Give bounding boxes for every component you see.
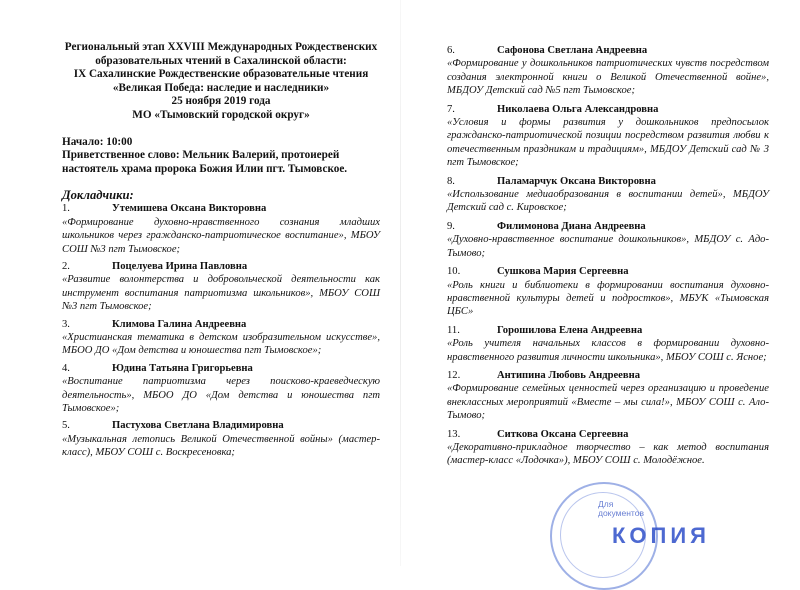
- speaker-topic: «Христианская тематика в детском изобразительном искусстве», МБОО ДО «Дом детства и юношества пгт Тымовское»;: [62, 332, 380, 357]
- speaker-name: Николаева Ольга Александровна: [497, 103, 659, 115]
- speaker-name: Сафонова Светлана Андреевна: [497, 45, 648, 56]
- speaker-name: Паламарчук Оксана Викторовна: [497, 175, 656, 187]
- speaker-topic: «Роль учителя начальных классов в формировании духовно-нравственного развития личности школьника», МБОУ СОШ с. Ясное;: [447, 338, 769, 363]
- speaker-name: Филимонова Диана Андреевна: [497, 220, 646, 232]
- speaker-item: [62, 362, 380, 416]
- speaker-topic: «Декоративно-прикладное творчество – как метод воспитания (мастер-класс «Лодочка»), МБОУ СОШ с. Молодёжное.: [447, 441, 769, 467]
- speaker-topic: «Развитие волонтерства и добровольческой деятельности как инструмент воспитания патриотизма школьников», МБОУ СОШ №3 пгт Тымовское;: [62, 274, 380, 313]
- speaker-topic: «Формирование у дошкольников патриотических чувств посредством создания электронной книги о Великой Отечественной войне», МБДОУ Детский сад №5 пгт Тымовское;: [447, 58, 769, 97]
- speaker-number: 9.: [447, 220, 455, 232]
- speaker-name: Антипина Любовь Андреевна: [497, 369, 640, 381]
- speaker-name: Утемишева Оксана Викторовна: [112, 203, 267, 215]
- speaker-name: Горошилова Елена Андреевна: [497, 324, 643, 336]
- speaker-number: 3.: [62, 318, 70, 330]
- stamp-caption-line: Для: [598, 499, 614, 509]
- speaker-item: [447, 220, 769, 260]
- right-column: [447, 44, 769, 468]
- speaker-topic: «Формирование семейных ценностей через организацию и проведение внеклассных мероприятий «Вместе – мы сила!», МБОУ СОШ с. Ало-Тымово;: [447, 383, 769, 422]
- page-fold: [400, 0, 401, 566]
- stamp-caption: [598, 500, 644, 518]
- speaker-topic: «Использование медиаобразования в воспитании детей», МБДОУ Детский сад с. Кировское;: [447, 189, 769, 214]
- speaker-item: [447, 324, 769, 364]
- speaker-number: 5.: [62, 420, 70, 432]
- speaker-number: 13.: [447, 428, 461, 440]
- speaker-item: [447, 44, 769, 98]
- speaker-name: Юдина Татьяна Григорьевна: [112, 362, 253, 374]
- copy-stamp: [534, 480, 764, 570]
- speaker-number: 4.: [62, 362, 70, 374]
- speaker-item: [447, 175, 769, 215]
- speaker-number: 7.: [447, 103, 455, 115]
- speaker-name: Пастухова Светлана Владимировна: [112, 420, 284, 432]
- speaker-item: [447, 103, 769, 170]
- header-line: Региональный этап XXVIII Международных Рождественских: [64, 41, 378, 53]
- speaker-topic: «Формирование духовно-нравственного сознания младших школьников через гражданско-патриотическое воспитание», МБОУ СОШ №3 пгт Тымовское;: [62, 216, 380, 255]
- greeting-line: Приветственное слово: Мельник Валерий, протоиерей: [62, 149, 340, 162]
- speaker-topic: «Роль книги и библиотеки в формировании воспитания духовно-нравственной культуры детей и подростков», МБУК «Тымовская ЦБС»: [447, 279, 769, 318]
- speaker-number: 10.: [447, 266, 461, 278]
- speaker-topic: «Условия и формы развития у дошкольников предпосылок гражданско-патриотической позиции посредством развития любви к отечественным праздникам и традициям», МБДОУ Детский сад № 3 пгт Тымовское;: [447, 117, 769, 169]
- speaker-item: [62, 318, 380, 358]
- speaker-number: 11.: [447, 324, 460, 336]
- speakers-heading: Докладчики:: [62, 188, 134, 203]
- speaker-number: 1.: [62, 203, 70, 215]
- speaker-number: 8.: [447, 175, 455, 187]
- stamp-word: КОПИЯ: [612, 523, 710, 548]
- header-line: МО «Тымовский городской округ»: [132, 108, 310, 121]
- speaker-topic: «Воспитание патриотизма через поисково-краеведческую деятельность», МБОО ДО «Дом детства и юношества пгт Тымовское»;: [62, 376, 380, 415]
- speaker-number: 6.: [447, 45, 455, 56]
- speaker-item: [62, 202, 380, 256]
- speaker-item: [447, 369, 769, 423]
- speaker-item: [447, 428, 769, 468]
- speaker-name: Климова Галина Андреевна: [112, 318, 247, 330]
- speaker-topic: «Духовно-нравственное воспитание дошкольников», МБДОУ с. Адо-Тымово;: [447, 234, 769, 259]
- header-line: 25 ноября 2019 года: [171, 95, 271, 108]
- speaker-item: [447, 265, 769, 319]
- left-column: [62, 41, 380, 460]
- start-time: Начало: 10:00: [62, 135, 133, 148]
- document-header: [62, 41, 380, 123]
- speaker-item: [62, 260, 380, 314]
- speaker-topic: «Музыкальная летопись Великой Отечественной войны» (мастер-класс), МБОУ СОШ с. Воскресеновка;: [62, 433, 380, 459]
- speaker-item: [62, 419, 380, 459]
- event-meta: [62, 136, 380, 177]
- speaker-name: Поцелуева Ирина Павловна: [112, 260, 248, 272]
- header-line: IX Сахалинские Рождественские образовательные чтения: [73, 68, 369, 81]
- header-line: «Великая Победа: наследие и наследники»: [112, 81, 330, 94]
- speaker-number: 12.: [447, 369, 461, 381]
- speaker-name: Сушкова Мария Сергеевна: [497, 266, 629, 278]
- speaker-name: Ситкова Оксана Сергеевна: [497, 428, 629, 440]
- speaker-number: 2.: [62, 260, 70, 272]
- greeting-line: настоятель храма пророка Божия Илии пгт. Тымовское.: [62, 162, 348, 175]
- header-line: образовательных чтений в Сахалинской области:: [95, 54, 347, 67]
- stamp-caption-line: документов: [598, 508, 644, 518]
